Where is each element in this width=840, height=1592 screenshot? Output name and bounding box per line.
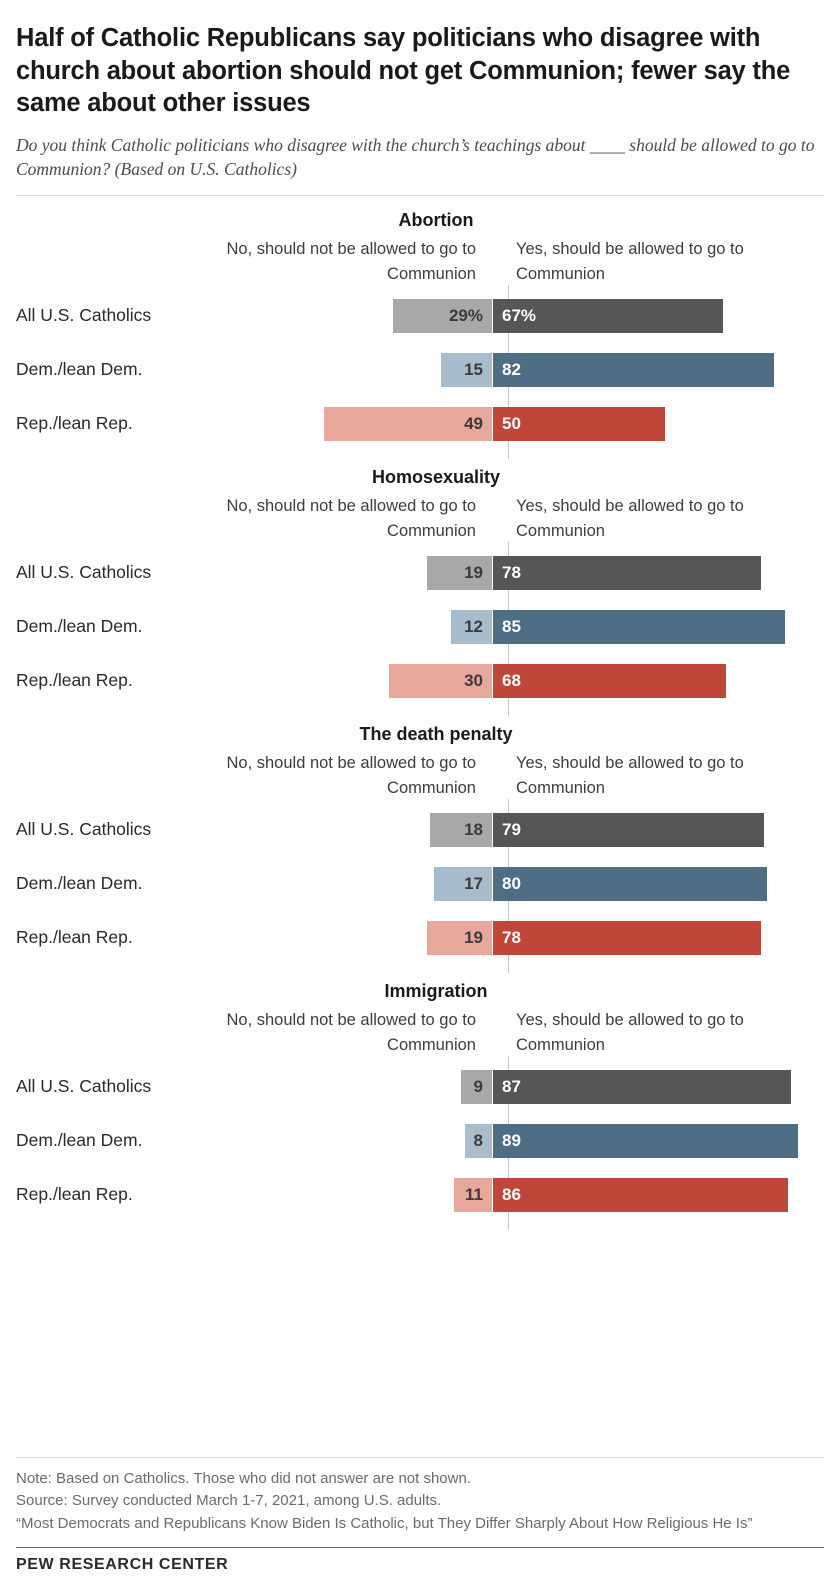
panel-legend	[16, 494, 824, 548]
bar-value-no: 15	[464, 360, 483, 380]
panel-title: The death penalty	[359, 724, 513, 745]
chart-row	[16, 1116, 824, 1170]
legend-label-yes: Yes, should be allowed to go to Communion	[516, 1011, 744, 1054]
infographic-page	[0, 22, 840, 1592]
bar-yes	[493, 353, 774, 387]
note-line-2: Source: Survey conducted March 1-7, 2021, among U.S. adults.	[16, 1492, 442, 1509]
row-label: All U.S. Catholics	[16, 819, 152, 840]
row-label: Dem./lean Dem.	[16, 873, 143, 894]
bar-yes	[493, 664, 726, 698]
panel-rows	[16, 291, 824, 453]
bar-no	[324, 407, 492, 441]
bar-yes	[493, 1070, 791, 1104]
bar-yes	[493, 867, 767, 901]
bar-value-yes: 50	[502, 414, 521, 434]
bar-value-yes: 80	[502, 874, 521, 894]
bar-no	[451, 610, 492, 644]
row-label: Dem./lean Dem.	[16, 359, 143, 380]
bar-yes	[493, 610, 785, 644]
chart-row	[16, 602, 824, 656]
panel-rows	[16, 805, 824, 967]
bar-no	[465, 1124, 492, 1158]
bar-yes	[493, 813, 764, 847]
panel-legend	[16, 1008, 824, 1062]
page-subtitle: Do you think Catholic politicians who disagree with the church’s teachings about ____ should be allowed to go to Communion? (Based on U.S. Catholics)	[16, 134, 815, 179]
row-label: All U.S. Catholics	[16, 1076, 152, 1097]
bar-yes	[493, 407, 665, 441]
bar-no	[454, 1178, 492, 1212]
bar-value-no: 19	[464, 563, 483, 583]
panel-title: Abortion	[398, 210, 474, 231]
row-label: Rep./lean Rep.	[16, 413, 133, 434]
legend-label-no: No, should not be allowed to go to Communion	[226, 497, 476, 540]
bar-no	[389, 664, 492, 698]
row-label: Dem./lean Dem.	[16, 616, 143, 637]
bar-no	[393, 299, 492, 333]
header-divider	[16, 195, 824, 196]
bar-yes	[493, 299, 723, 333]
bar-value-yes: 89	[502, 1131, 521, 1151]
bar-no	[427, 921, 492, 955]
row-label: All U.S. Catholics	[16, 305, 152, 326]
bar-value-yes: 68	[502, 671, 521, 691]
bar-no	[430, 813, 492, 847]
panel-rows	[16, 1062, 824, 1224]
bar-value-no: 8	[473, 1131, 483, 1151]
bar-no	[427, 556, 492, 590]
bar-yes	[493, 556, 761, 590]
legend-label-yes: Yes, should be allowed to go to Communion	[516, 497, 744, 540]
chart-row	[16, 291, 824, 345]
panel-rows	[16, 548, 824, 710]
row-label: All U.S. Catholics	[16, 562, 152, 583]
bar-value-yes: 86	[502, 1185, 521, 1205]
bar-value-yes: 78	[502, 563, 521, 583]
bar-value-yes: 67%	[502, 306, 537, 326]
chart-row	[16, 656, 824, 710]
note-line-3: “Most Democrats and Republicans Know Biden Is Catholic, but They Differ Sharply About How Religious He Is”	[16, 1514, 753, 1532]
bar-yes	[493, 1124, 798, 1158]
footer-divider	[16, 1457, 824, 1458]
bar-value-no: 12	[464, 617, 483, 637]
panel-legend	[16, 237, 824, 291]
legend-label-no: No, should not be allowed to go to Communion	[226, 1011, 476, 1054]
bar-value-no: 11	[465, 1185, 483, 1205]
chart-panel	[16, 210, 824, 453]
row-label: Rep./lean Rep.	[16, 1184, 133, 1205]
bar-value-no: 17	[464, 874, 483, 894]
chart-row	[16, 345, 824, 399]
legend-label-no: No, should not be allowed to go to Communion	[226, 240, 476, 283]
chart-panel	[16, 467, 824, 710]
bar-no	[461, 1070, 492, 1104]
row-label: Rep./lean Rep.	[16, 670, 133, 691]
legend-label-no: No, should not be allowed to go to Communion	[226, 754, 476, 797]
row-label: Dem./lean Dem.	[16, 1130, 143, 1151]
bar-yes	[493, 921, 761, 955]
brand-divider	[16, 1547, 824, 1548]
chart-row	[16, 805, 824, 859]
bar-value-yes: 82	[502, 360, 521, 380]
chart-panel	[16, 724, 824, 967]
chart-row	[16, 859, 824, 913]
chart-row	[16, 1170, 824, 1224]
chart-row	[16, 548, 824, 602]
legend-label-yes: Yes, should be allowed to go to Communion	[516, 240, 744, 283]
bar-value-no: 18	[464, 820, 483, 840]
bar-value-yes: 78	[502, 928, 521, 948]
bar-value-yes: 85	[502, 617, 521, 637]
page-title: Half of Catholic Republicans say politicians who disagree with church about abortion should not get Communion; fewer say the same about other issues	[16, 24, 791, 118]
bar-value-no: 30	[464, 671, 483, 691]
bar-value-no: 49	[464, 414, 483, 434]
panel-legend	[16, 751, 824, 805]
brand-name: PEW RESEARCH CENTER	[16, 1556, 229, 1573]
bar-value-no: 29%	[448, 306, 483, 326]
chart-panel	[16, 981, 824, 1224]
chart-row	[16, 1062, 824, 1116]
bar-value-yes: 87	[502, 1077, 521, 1097]
panel-title: Immigration	[384, 981, 488, 1002]
legend-label-yes: Yes, should be allowed to go to Communion	[516, 754, 744, 797]
chart-footer	[16, 1457, 824, 1575]
bar-yes	[493, 1178, 788, 1212]
bar-value-no: 9	[473, 1077, 483, 1097]
chart-row	[16, 399, 824, 453]
note-line-1: Note: Based on Catholics. Those who did not answer are not shown.	[16, 1469, 471, 1487]
panel-title: Homosexuality	[371, 467, 501, 488]
chart-panels	[16, 210, 824, 1224]
bar-no	[441, 353, 492, 387]
chart-row	[16, 913, 824, 967]
bar-value-no: 19	[464, 928, 483, 948]
row-label: Rep./lean Rep.	[16, 927, 133, 948]
bar-value-yes: 79	[502, 820, 521, 840]
bar-no	[434, 867, 492, 901]
